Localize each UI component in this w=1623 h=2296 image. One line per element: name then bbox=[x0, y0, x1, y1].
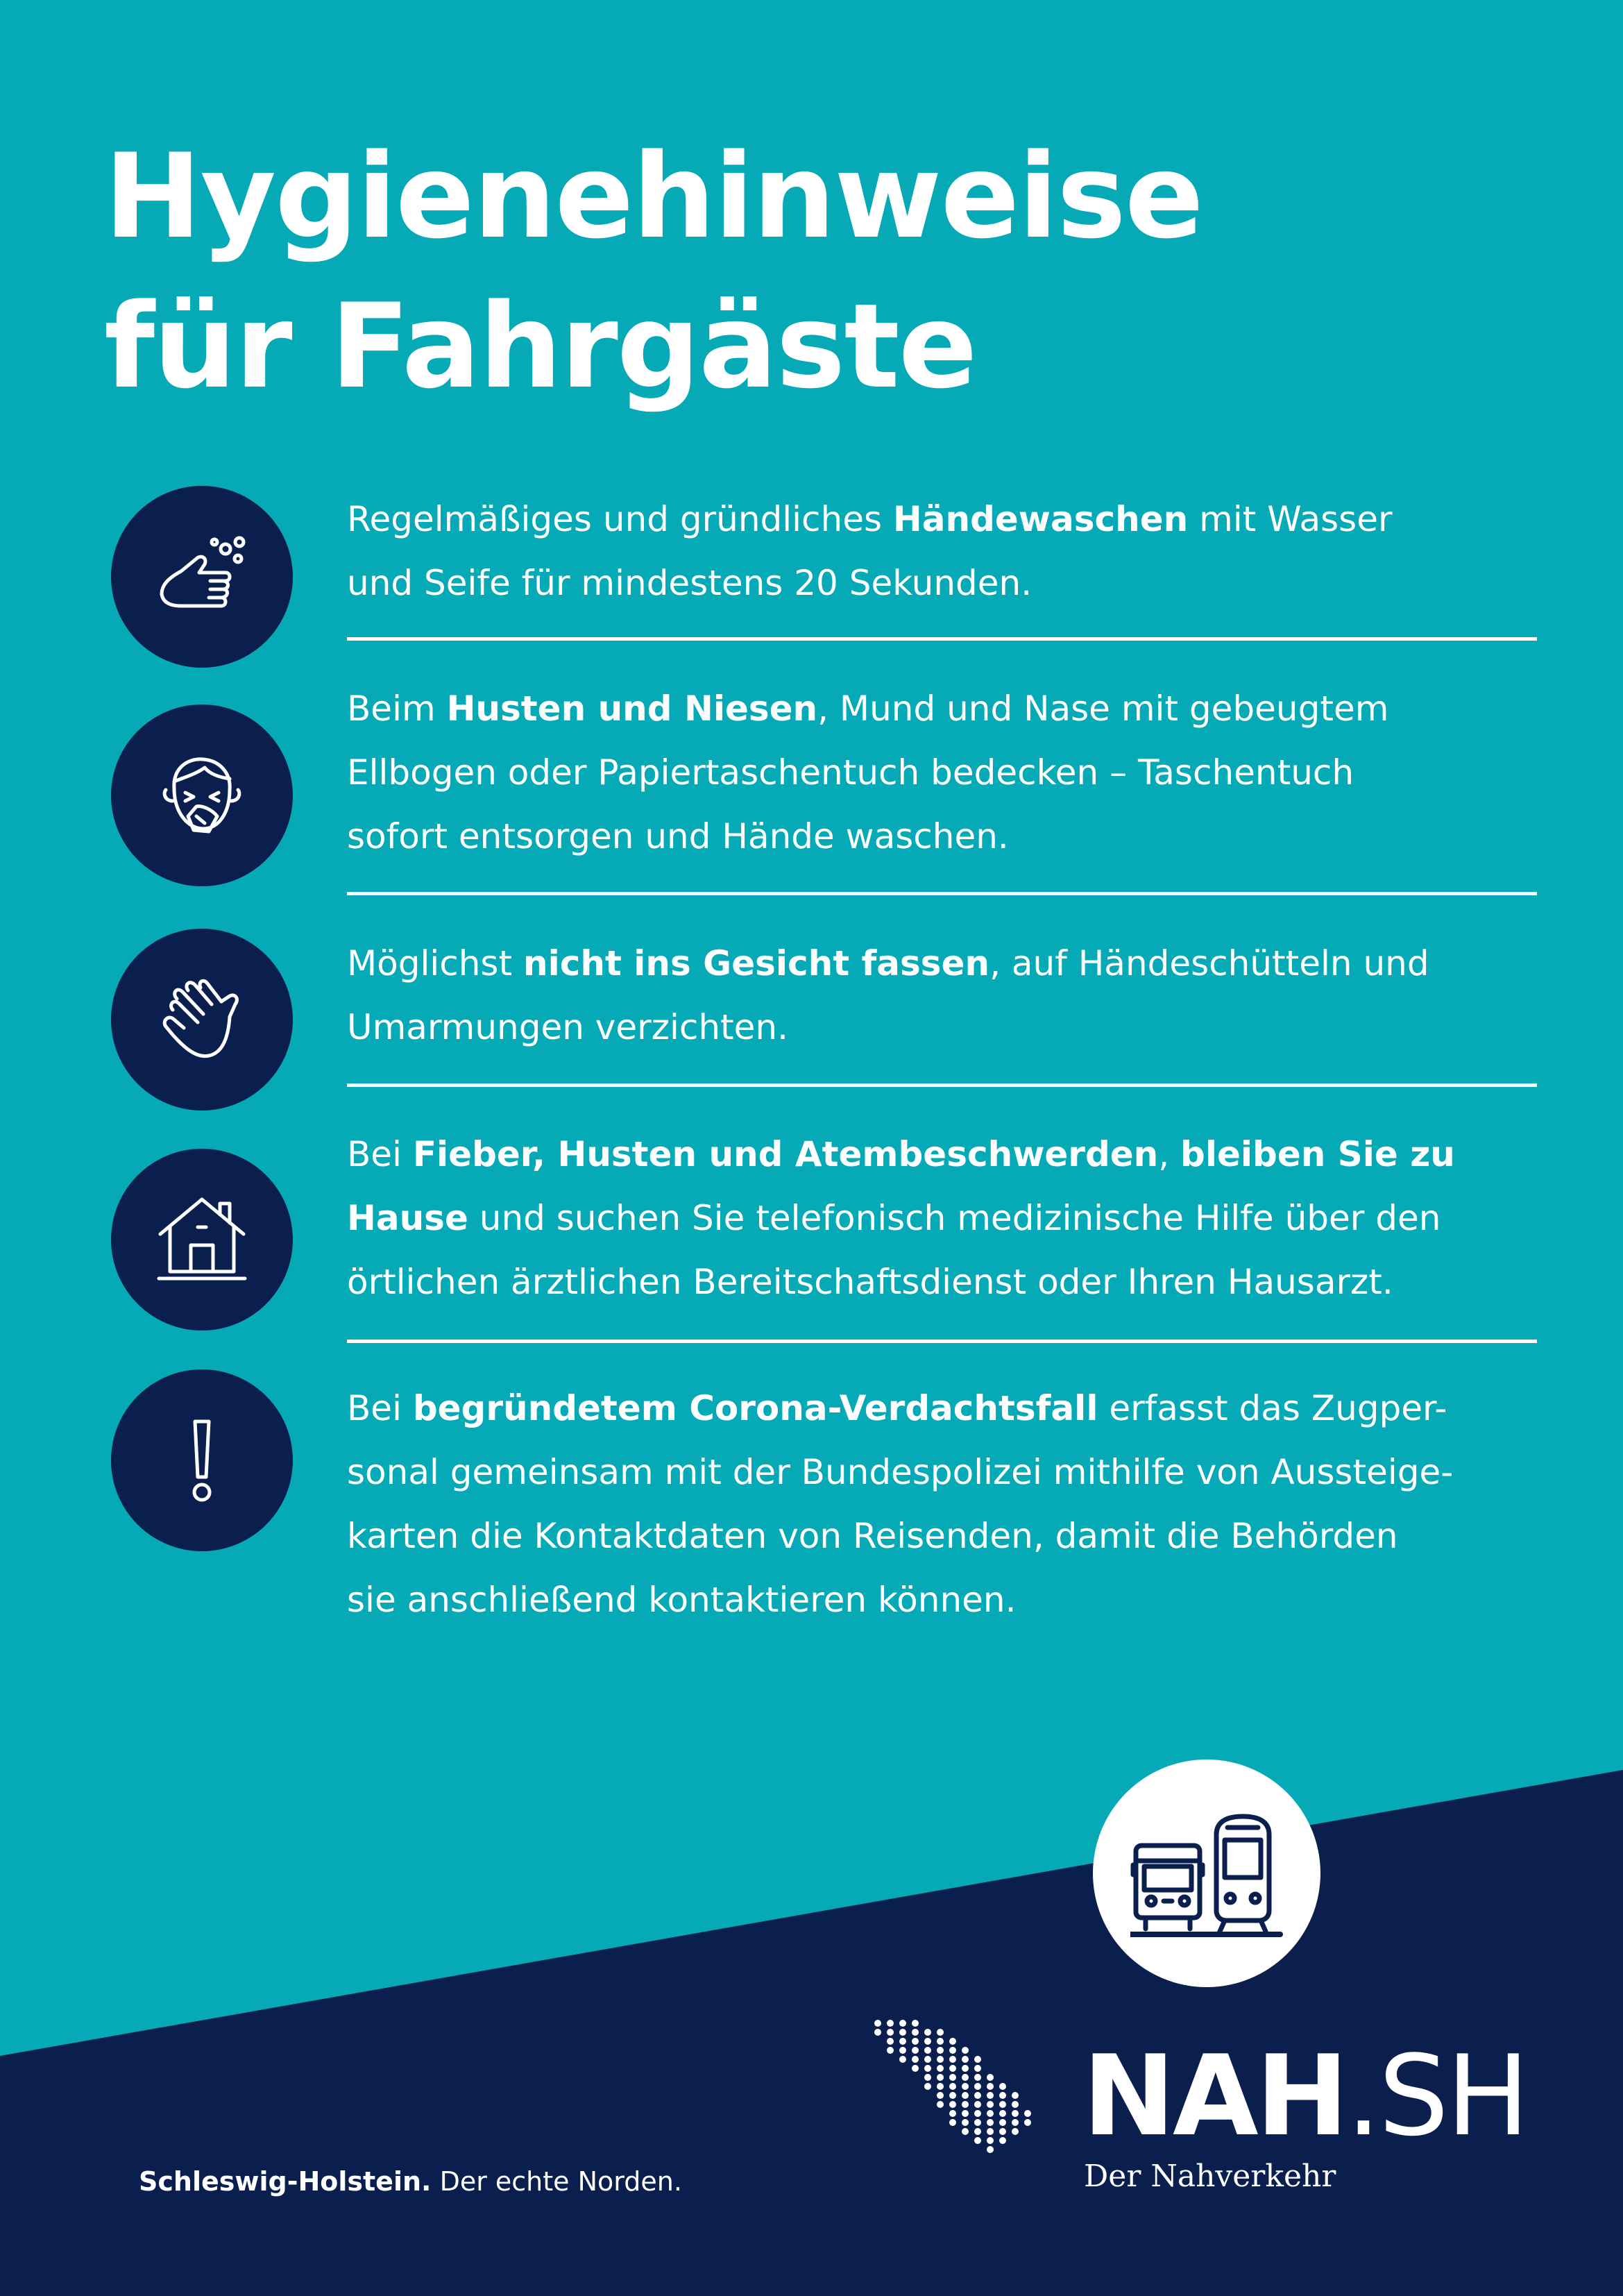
schleswig-holstein-map-icon bbox=[871, 2016, 1044, 2169]
bus-and-train-icon bbox=[1093, 1759, 1320, 1987]
hint-item-1: Regelmäßiges und gründliches Händewaschen mit Wasser und Seife für mindestens 20 Sekunden. bbox=[347, 499, 1393, 603]
hint-item-4: Bei Fieber, Husten und Atembeschwerden, bleiben Sie zu Hause und suchen Sie telefonisch medizinische Hilfe über den örtlichen ärztlichen Bereitschaftsdienst oder Ihren Hausarzt. bbox=[347, 1134, 1455, 1302]
brand-name: NAH.SH bbox=[1082, 2031, 1527, 2161]
title-line-2: für Fahrgäste bbox=[104, 278, 976, 414]
hint-item-3: Möglichst nicht ins Gesicht fassen, auf Händeschütteln und Umarmungen verzichten. bbox=[347, 943, 1429, 1047]
brand-tagline: Der Nahverkehr bbox=[1084, 2159, 1336, 2194]
title-line-1: Hygienehinweise bbox=[104, 128, 1203, 264]
hint-item-2: Beim Husten und Niesen, Mund und Nase mit gebeugtem Ellbogen oder Papiertaschentuch bedecken – Taschentuch sofort entsorgen und Hände waschen. bbox=[347, 689, 1389, 856]
hint-item-5: Bei begründetem Corona-Verdachtsfall erfasst das Zugper- sonal gemeinsam mit der Bundespolizei mithilfe von Aussteige- karten die Kontaktdaten von Reisenden, damit die Behörden sie anschließend kontaktieren können. bbox=[347, 1388, 1454, 1620]
footer-claim: Schleswig-Holstein. Der echte Norden. bbox=[139, 2166, 682, 2197]
